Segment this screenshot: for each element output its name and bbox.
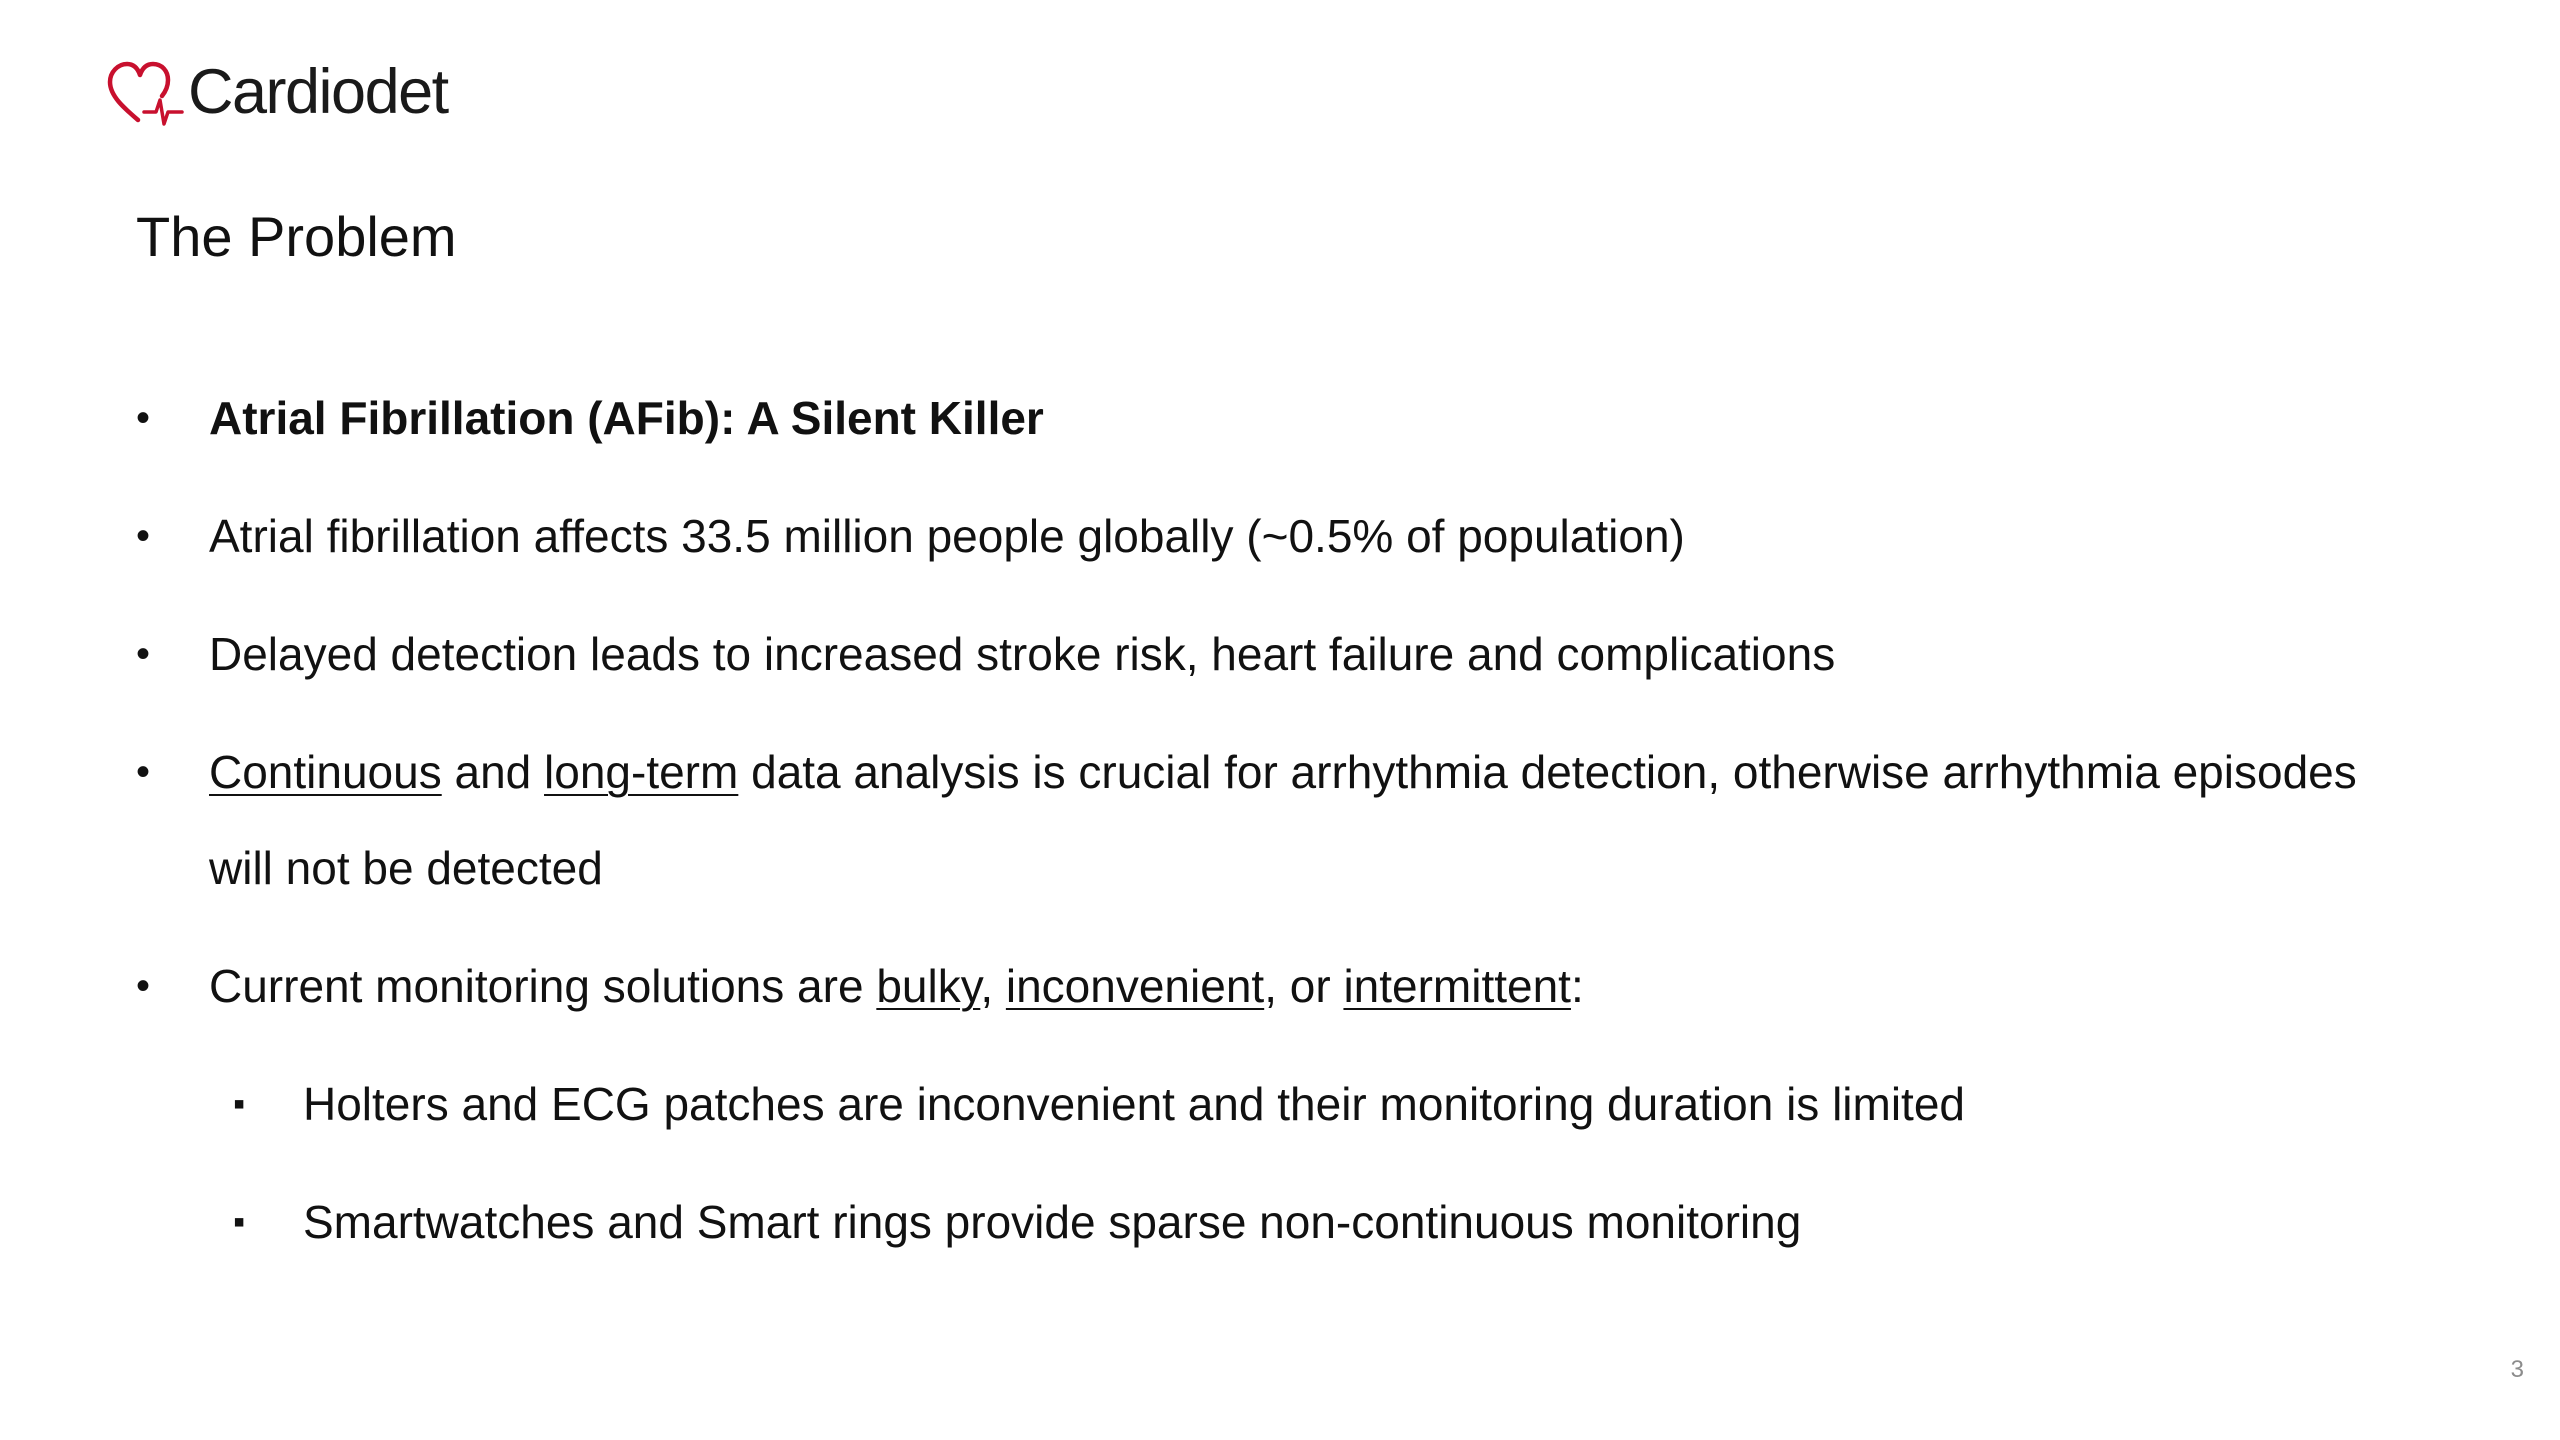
sub-bullet-text: Holters and ECG patches are inconvenient and their monitoring duration is limited [303,1078,1965,1130]
sub-bullet-marker: ▪ [233,1085,246,1123]
bullet-marker: • [136,632,151,676]
bullet-marker: • [136,514,151,558]
slide-title: The Problem [136,205,457,268]
sub-bullet-marker: ▪ [233,1203,246,1241]
text-run: and [441,746,545,798]
text-run: : [1570,960,1584,1012]
underlined-term: inconvenient [1005,960,1265,1012]
bullet-text [209,938,1584,1034]
underlined-term: long-term [544,746,739,798]
bullet-item [136,938,2416,1034]
underlined-term: intermittent [1343,960,1571,1012]
bullet-item [136,370,2416,466]
bullet-list [136,370,2416,1292]
bullet-item [136,606,2416,702]
sub-bullet-item [233,1174,2416,1270]
heart-ecg-icon [106,52,186,132]
underlined-term: bulky [876,960,981,1012]
text-run: , or [1264,960,1344,1012]
sub-bullet-item [233,1056,2416,1152]
bullet-item [136,488,2416,584]
logo-wordmark: Cardiodet [188,56,448,127]
company-logo [106,52,448,132]
text-run: Current monitoring solutions are [209,960,877,1012]
bullet-marker: • [136,964,151,1008]
page-number: 3 [2510,1356,2524,1383]
text-run: , [980,960,1006,1012]
bullet-text: Atrial fibrillation affects 33.5 million people globally (~0.5% of population) [209,510,1685,562]
underlined-term: Continuous [209,746,442,798]
bullet-marker: • [136,396,151,440]
sub-bullet-text: Smartwatches and Smart rings provide sparse non-continuous monitoring [303,1196,1802,1248]
text-run: data analysis is crucial for arrhythmia detection, otherwise arrhythmia episodes will not be detected [209,746,2357,894]
bullet-text [209,724,2416,916]
bullet-text: Atrial Fibrillation (AFib): A Silent Killer [209,392,1044,444]
bullet-item [136,724,2416,916]
bullet-marker: • [136,750,151,794]
bullet-text: Delayed detection leads to increased stroke risk, heart failure and complications [209,628,1836,680]
